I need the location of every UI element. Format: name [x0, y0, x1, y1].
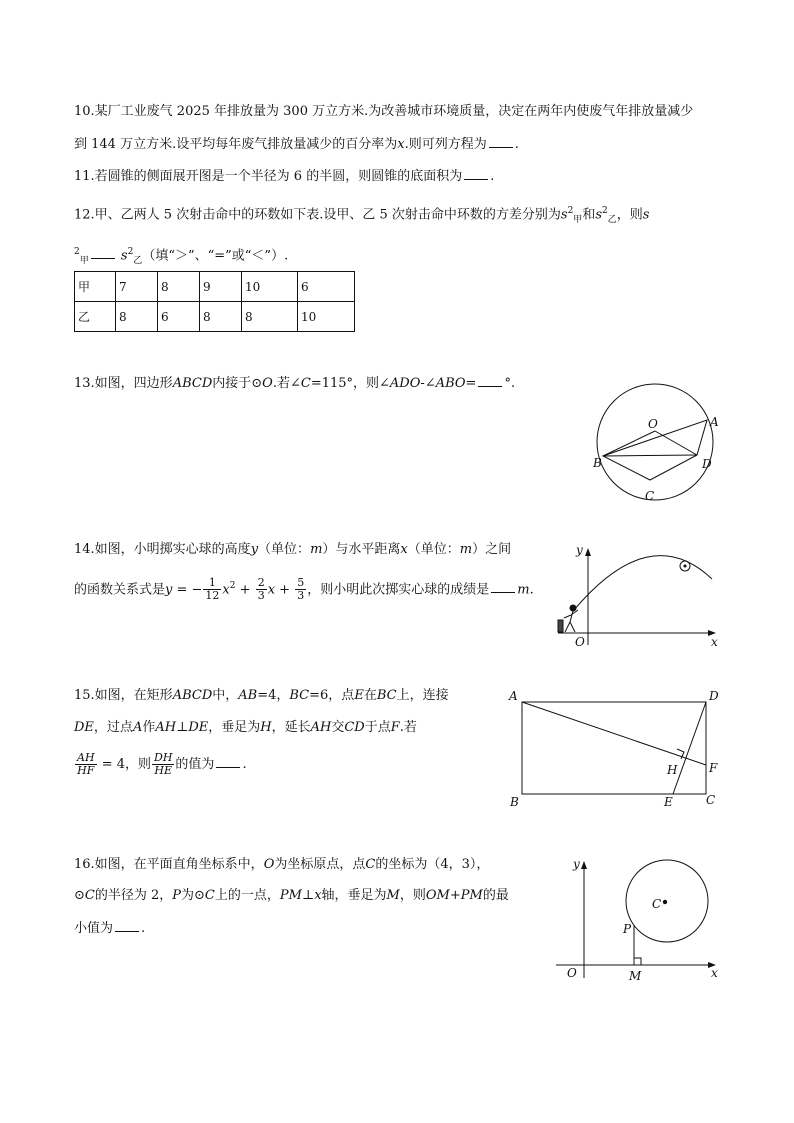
q14-frac-2 — [256, 577, 267, 602]
q15-ah: AH — [155, 720, 177, 735]
q13-circle — [597, 384, 713, 500]
q14-m1: m — [310, 542, 323, 557]
q15-text-2e: ，延长 — [271, 720, 311, 735]
q15-text-2g: 于点 — [364, 720, 391, 735]
q16-c3: C — [204, 888, 215, 903]
q12-line1 — [74, 201, 649, 230]
q14-text-1d: （单位： — [407, 542, 460, 557]
q16-label-p: P — [623, 922, 632, 936]
q14-text-1b: （单位： — [258, 542, 311, 557]
q15-label-d: D — [709, 689, 719, 703]
q15-text-1b: 中， — [212, 688, 239, 703]
q15-bc: BC — [289, 688, 310, 703]
q10-line2 — [74, 133, 519, 155]
q16-y-arrow-icon — [581, 861, 587, 869]
q15-label-h: H — [667, 763, 678, 777]
q14-frac-3-den: 3 — [297, 589, 305, 603]
table-cell: 甲 — [75, 272, 116, 302]
q16-answer-blank[interactable] — [115, 917, 139, 932]
table-cell: 10 — [242, 272, 298, 302]
q12-text: 12.甲、乙两人 5 次射击命中的环数如下表.设甲、乙 5 次射击命中环数的方差分别为 — [74, 207, 561, 223]
table-cell: 7 — [116, 272, 158, 302]
q16-c: C — [365, 857, 376, 872]
q13-text-b: 内接于⊙ — [212, 376, 263, 391]
q13-label-a: A — [710, 415, 719, 429]
q14-end: . — [529, 582, 534, 598]
q12-line2 — [74, 242, 288, 271]
q16-text-2b: 的半径为 2， — [94, 888, 173, 903]
q15-text-2h: .若 — [399, 720, 417, 735]
q15-label-f: F — [709, 761, 718, 775]
q13-expr: ADO — [389, 376, 421, 391]
q14-m2: m — [459, 542, 473, 557]
q16-text-2h: 的最 — [482, 888, 509, 903]
q13-line — [74, 372, 515, 394]
q16-circle — [626, 860, 708, 942]
q14-text-1a: 14.如图，小明掷实心球的高度 — [74, 542, 251, 557]
q16-label-y: y — [573, 857, 580, 871]
q10-line1 — [74, 102, 693, 122]
q10-text-1: 10.某厂工业废气 2025 年排放量为 300 万立方米.为改善城市环境质量，决定在两年内使废气年排放量减少 — [74, 104, 694, 119]
q12-sub-jia: 甲 — [573, 214, 583, 225]
q12-sub-yi-2: 乙 — [133, 255, 143, 266]
q14-frac-3 — [295, 577, 306, 602]
q14-frac-2-num: 2 — [257, 576, 265, 590]
q12-answer-blank[interactable] — [91, 244, 115, 259]
q15-text-1f: 上，连接 — [396, 688, 449, 703]
q12-then: ，则 — [616, 207, 643, 223]
q14-label-o: O — [575, 635, 585, 649]
q14-plus1: + — [239, 582, 251, 598]
q12-and: 和 — [582, 207, 596, 223]
q13-text-e: -∠ — [420, 376, 436, 391]
q14-answer-blank[interactable] — [491, 578, 515, 593]
q15-text-2d: ，垂足为 — [208, 720, 261, 735]
q14-x: x — [400, 542, 408, 557]
q16-om: OM — [425, 888, 450, 903]
q16-o: O — [263, 857, 275, 872]
q16-plus: + — [449, 888, 461, 903]
q15-text-1a: 15.如图，在矩形 — [74, 688, 173, 703]
q15-label-e: E — [664, 795, 673, 809]
q15-de2: DE — [188, 720, 209, 735]
table-cell: 6 — [298, 272, 355, 302]
q10-end: . — [514, 137, 519, 152]
q13-text-c: .若∠ — [272, 376, 301, 391]
table-cell: 9 — [200, 272, 242, 302]
table-row — [75, 302, 355, 332]
q13-o: O — [262, 376, 273, 391]
q15-end: . — [242, 757, 247, 772]
q13-line-bo — [603, 431, 655, 456]
q15-abcd: ABCD — [172, 688, 213, 703]
q12-sup-jia: 2 — [567, 206, 574, 216]
q16-text-1c: 的坐标为（4，3）， — [375, 857, 490, 872]
q15-text-1d: =6，点 — [309, 688, 355, 703]
q12-sub-yi: 乙 — [607, 214, 617, 225]
q16-line2 — [74, 886, 509, 906]
q14-text-1c: ）与水平距离 — [322, 542, 401, 557]
q15-text-1c: =4， — [257, 688, 290, 703]
q14-text-2b: ，则小明此次掷实心球的成绩是 — [307, 582, 490, 598]
q13-label-b: B — [593, 456, 602, 470]
q14-label-x: x — [711, 635, 718, 649]
q13-label-o: O — [648, 417, 658, 431]
q11-end: . — [490, 169, 495, 184]
q15-cd: CD — [344, 720, 365, 735]
q15-e: E — [354, 688, 364, 703]
q12-sup-yi-2: 2 — [127, 247, 134, 257]
q12-sup-jia-2: 2 — [74, 247, 80, 257]
table-cell: 乙 — [75, 302, 116, 332]
q13-line-bd — [603, 455, 697, 456]
q16-text-2f: 轴，垂足为 — [321, 888, 387, 903]
table-cell: 8 — [200, 302, 242, 332]
q15-frac-2-den: HE — [154, 764, 173, 777]
q14-y-arrow-icon — [585, 548, 591, 556]
q16-line3 — [74, 917, 145, 939]
q14-xv: x — [267, 582, 276, 598]
q13-abcd: ABCD — [172, 376, 213, 391]
q11-line — [74, 165, 494, 187]
q15-ah2: AH — [310, 720, 332, 735]
q16-text-1a: 16.如图，在平面直角坐标系中， — [74, 857, 264, 872]
q15-text-3b: 的值为 — [175, 757, 215, 772]
q15-perp: ⊥ — [176, 720, 189, 735]
q14-unit: m — [517, 582, 530, 598]
q13-circle-figure — [590, 378, 730, 508]
q14-y: y — [250, 542, 259, 557]
q10-var: x — [397, 137, 405, 152]
q15-answer-blank[interactable] — [216, 753, 240, 768]
table-cell: 6 — [158, 302, 200, 332]
q12-s-yi-2: s — [120, 248, 128, 264]
q15-text-2f: 交 — [331, 720, 345, 735]
q14-trajectory-figure — [555, 540, 725, 650]
q16-label-x: x — [711, 966, 718, 980]
q10-answer-blank[interactable] — [489, 133, 513, 148]
q15-text-2c: 作 — [142, 720, 156, 735]
q13-text-a: 13.如图，四边形 — [74, 376, 173, 391]
table-cell: 8 — [116, 302, 158, 332]
table-cell: 8 — [242, 302, 298, 332]
q16-center-dot — [663, 900, 667, 904]
q14-frac-1-den: 12 — [205, 589, 220, 603]
q15-line-de — [673, 702, 706, 794]
q16-line1 — [74, 855, 489, 875]
q15-rectangle-figure — [505, 685, 725, 810]
q14-label-y: y — [576, 543, 583, 557]
q15-text-3a: ，则 — [124, 757, 151, 772]
table-cell: 10 — [298, 302, 355, 332]
q15-f: F — [390, 720, 400, 735]
q12-s-yi: s — [595, 207, 602, 223]
q14-frac-3-num: 5 — [297, 576, 305, 590]
q15-bc2: BC — [376, 688, 397, 703]
q13-answer-blank[interactable] — [478, 372, 502, 387]
q14-ball-center — [684, 565, 687, 568]
q15-line2 — [74, 718, 417, 738]
q15-frac-1 — [75, 752, 97, 777]
q13-label-d: D — [702, 457, 712, 471]
q15-ab: AB — [238, 688, 258, 703]
q16-text-2d: 上的一点， — [214, 888, 280, 903]
q10-text-2b: .则可列方程为 — [404, 137, 487, 152]
q14-thrower-icon — [558, 605, 578, 632]
q14-frac-1-num: 1 — [203, 577, 221, 590]
q14-parabola — [574, 556, 712, 610]
q15-line1 — [74, 686, 449, 706]
q15-a: A — [132, 720, 143, 735]
q14-text-2a: 的函数关系式是 — [74, 582, 166, 598]
q15-label-b: B — [510, 795, 519, 809]
q16-end: . — [141, 921, 146, 936]
q12-s-trail: s — [642, 207, 650, 223]
q16-text-2e: ⊥ — [301, 888, 315, 903]
q14-frac-2-den: 3 — [257, 589, 265, 603]
q13-text-f: = — [465, 376, 477, 391]
q14-line2 — [74, 576, 534, 602]
q14-plus2: + — [279, 582, 291, 598]
q14-line1 — [74, 540, 511, 560]
q13-end: °. — [504, 376, 516, 391]
q16-coordinate-figure — [550, 852, 725, 987]
q15-frac-2 — [152, 752, 174, 777]
q15-label-a: A — [509, 689, 518, 703]
q15-eq4: = 4 — [101, 757, 125, 772]
q16-pm2: PM — [460, 888, 483, 903]
q16-c2: C — [84, 888, 95, 903]
q16-right-angle-mark — [634, 958, 641, 965]
q14-formula-lhs: y = − — [165, 582, 203, 598]
q16-text-2a: ⊙ — [74, 888, 85, 903]
q15-text-2b: ，过点 — [93, 720, 133, 735]
q12-sub-jia-2: 甲 — [79, 255, 89, 266]
q16-x: x — [314, 888, 322, 903]
q15-de: DE — [74, 720, 94, 735]
q12-sup-yi: 2 — [602, 206, 608, 216]
q15-frac-1-den: HF — [77, 764, 95, 777]
q10-text-2a: 到 144 万立方米.设平均每年废气排放量减少的百分率为 — [74, 137, 398, 152]
q14-sup2: 2 — [229, 581, 236, 591]
table-row — [75, 272, 355, 302]
q14-frac-1 — [203, 577, 221, 602]
q12-s-jia: s — [560, 207, 568, 223]
q14-x2: x — [222, 582, 230, 598]
q13-text-d: =115°，则∠ — [310, 376, 390, 391]
q16-text-2c: 为⊙ — [181, 888, 205, 903]
q12-score-table — [74, 271, 355, 332]
q16-pm: PM — [279, 888, 302, 903]
q12-fill-hint: （填“＞”、“=”或“＜”）. — [142, 248, 289, 264]
q16-text-1b: 为坐标原点，点 — [274, 857, 366, 872]
q16-label-c: C — [652, 897, 662, 911]
q13-label-c: C — [645, 489, 655, 503]
q16-text-3: 小值为 — [74, 921, 114, 936]
q11-text: 11.若圆锥的侧面展开图是一个半径为 6 的半圆，则圆锥的底面积为 — [74, 169, 463, 184]
q16-label-o: O — [567, 966, 577, 980]
q15-line-ah — [522, 702, 706, 765]
q15-label-c: C — [706, 793, 716, 807]
q15-text-1e: 在 — [363, 688, 377, 703]
q15-line3 — [74, 752, 247, 777]
q13-expr2: ABO — [435, 376, 466, 391]
q16-label-m: M — [629, 969, 642, 983]
q16-text-2g: ，则 — [399, 888, 426, 903]
q16-p: P — [172, 888, 182, 903]
q14-text-1e: ）之间 — [472, 542, 512, 557]
q13-c: C — [300, 376, 311, 391]
q11-answer-blank[interactable] — [464, 165, 488, 180]
q15-frac-2-num: DH — [154, 751, 173, 764]
q16-m: M — [386, 888, 400, 903]
q13-line-od — [655, 431, 697, 455]
table-cell: 8 — [158, 272, 200, 302]
q15-frac-1-num: AH — [77, 751, 95, 764]
q15-h: H — [260, 720, 272, 735]
